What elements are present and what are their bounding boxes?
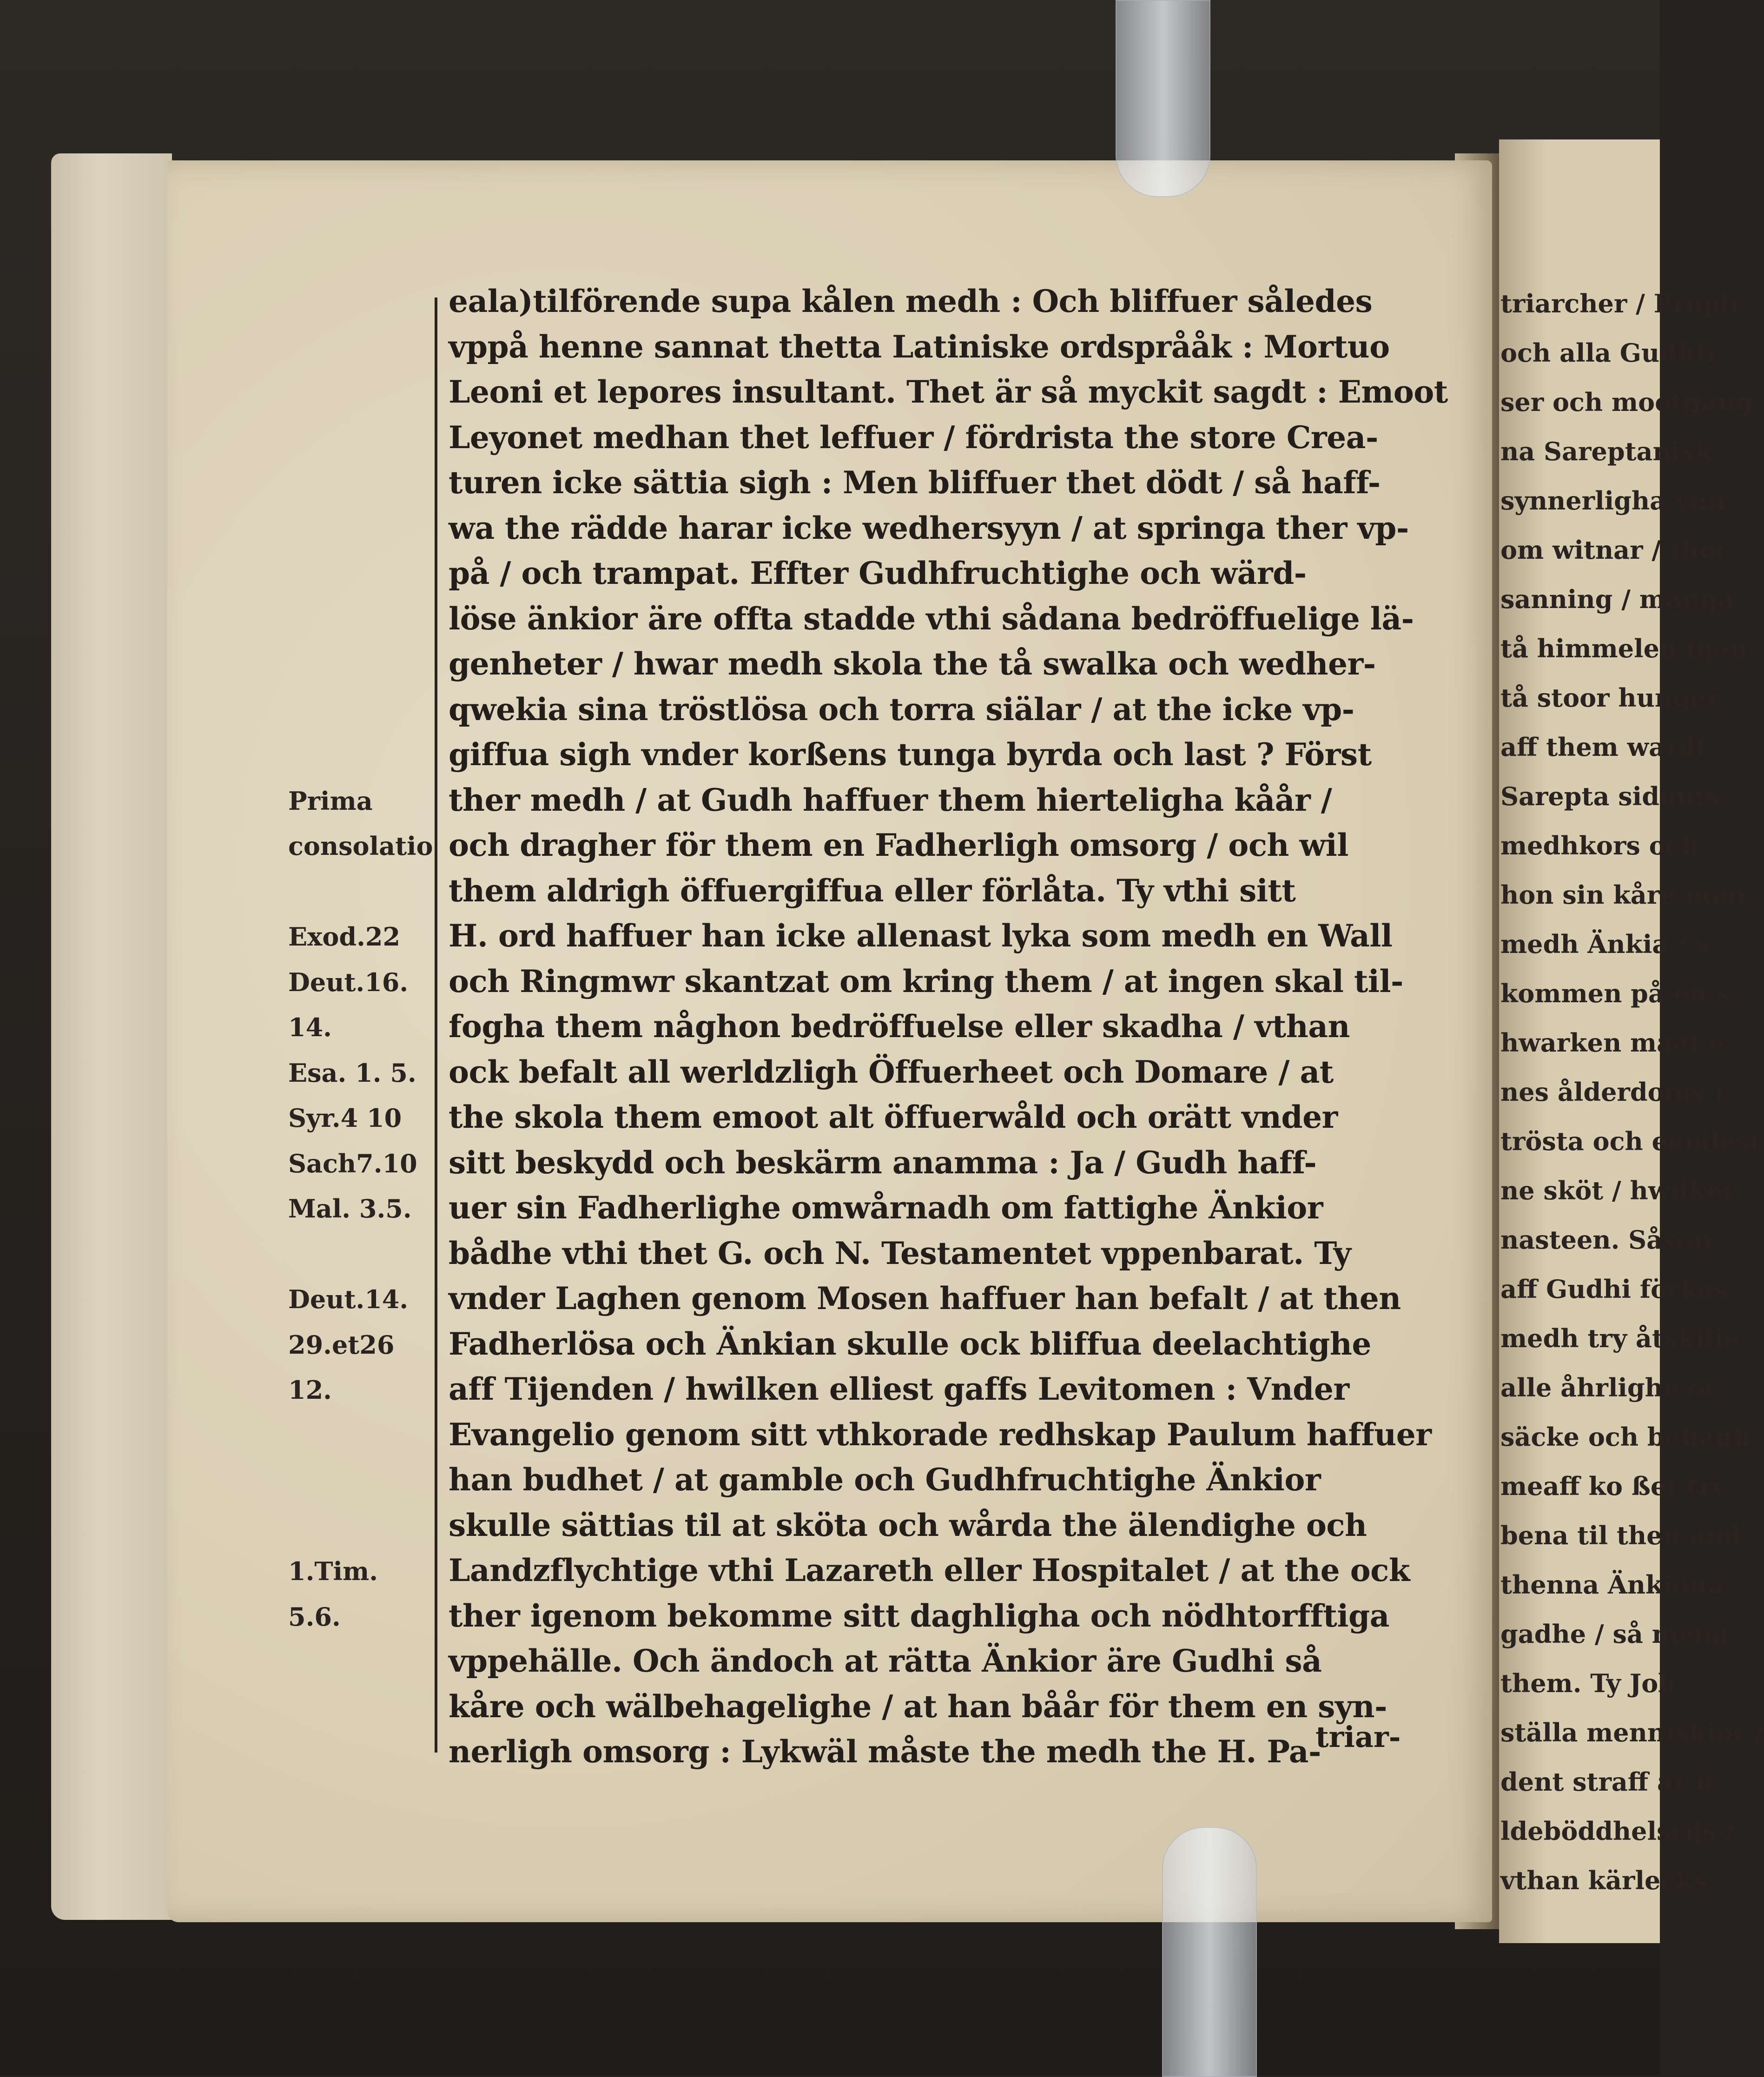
text-line: genheter / hwar medh skola the tå swalka och wedher- — [449, 646, 1376, 682]
facing-page-line: ställa menniskior / — [1500, 1718, 1764, 1747]
margin-note: 14. — [288, 1012, 332, 1042]
facing-page-line: na Sareptanisk — [1500, 437, 1712, 466]
text-line: fogha them någhon bedröffuelse eller skadha / vthan — [449, 1008, 1350, 1045]
text-line: och Ringmwr skantzat om kring them / at ingen skal til- — [449, 963, 1403, 999]
text-line: qwekia sina tröstlösa och torra siälar / at the icke vp- — [449, 691, 1354, 728]
facing-page-line: hon sin kåre man — [1500, 880, 1746, 910]
text-line: han budhet / at gamble och Gudhfruchtighe Änkior — [449, 1462, 1321, 1498]
facing-page-line: säcke och behagh — [1500, 1422, 1751, 1452]
facing-page-line: dent straff är ic — [1500, 1767, 1720, 1797]
text-line: sitt beskydd och beskärm anamma : Ja / Gudh haff- — [449, 1144, 1317, 1181]
text-line: eala)tilförende supa kålen medh : Och bliffuer således — [449, 283, 1373, 319]
margin-note: Deut.16. — [288, 967, 409, 997]
facing-page-line: triarcher / Proph — [1500, 289, 1738, 318]
facing-page-line: nasteen. Såson — [1500, 1225, 1712, 1255]
margin-note: Deut.14. — [288, 1284, 409, 1314]
facing-page-line: och alla Gudhfr — [1500, 338, 1719, 368]
facing-page-line: trösta och eendest — [1500, 1126, 1761, 1156]
text-line: bådhe vthi thet G. och N. Testamentet vppenbarat. Ty — [449, 1235, 1351, 1271]
facing-page-text — [1500, 279, 1764, 1905]
margin-note: Exod.22 — [288, 922, 401, 952]
text-line: Leyonet medhan thet leffuer / fördrista the store Crea- — [449, 419, 1378, 456]
margin-note: 29.et26 — [288, 1330, 395, 1360]
margin-note: 5.6. — [288, 1601, 341, 1632]
text-line: giffua sigh vnder korßens tunga byrda och last ? Först — [449, 736, 1372, 773]
text-line: Evangelio genom sitt vthkorade redhskap Paulum haffuer — [449, 1416, 1432, 1453]
text-line: ther igenom bekomme sitt daghligha och nödhtorfftiga — [449, 1597, 1389, 1634]
facing-page-line: aff Gudhi förkas — [1500, 1274, 1729, 1304]
text-line: Landzflychtige vthi Lazareth eller Hospitalet / at the ock — [449, 1552, 1410, 1588]
facing-page-line: medh try åtskilie — [1500, 1323, 1740, 1353]
text-line: ther medh / at Gudh haffuer them hierteligha kåår / — [449, 781, 1332, 818]
facing-page-line: thenna Änkiona — [1500, 1570, 1724, 1600]
facing-page-line: gadhe / så mena — [1500, 1619, 1729, 1649]
text-line: wa the rädde harar icke wedhersyyn / at springa ther vp- — [449, 509, 1409, 546]
facing-page-line: om witnar / thoc — [1500, 535, 1732, 565]
facing-page-line: tå stoor hunger — [1500, 683, 1720, 713]
page-block-edge — [51, 153, 172, 1920]
facing-page-line: meaff ko ßet try — [1500, 1471, 1726, 1501]
facing-page-line: nes ålderdoms t — [1500, 1077, 1725, 1107]
margin-note: Prima — [288, 786, 373, 816]
margin-note: Sach7.10 — [288, 1148, 417, 1178]
text-line: vppå henne sannat thetta Latiniske ordsprååk : Mortuo — [449, 328, 1390, 365]
facing-page-line: sanning / många — [1500, 584, 1734, 614]
page-holder-clip-top — [1116, 0, 1210, 197]
text-line: på / och trampat. Effter Gudhfruchtighe och wärd- — [449, 555, 1307, 591]
facing-page-line: synnerligha ynn — [1500, 486, 1726, 516]
facing-page-line: alle åhrlighe oc — [1500, 1373, 1720, 1402]
text-line: vnder Laghen genom Mosen haffuer han befalt / at then — [449, 1280, 1401, 1316]
facing-page-line: ne sköt / hwilker — [1500, 1176, 1736, 1205]
text-line: the skola them emoot alt öffuerwåld och orätt vnder — [449, 1099, 1338, 1135]
text-line: aff Tijenden / hwilken elliest gaffs Levitomen : Vnder — [449, 1371, 1349, 1407]
text-line: Leoni et lepores insultant. Thet är så myckit sagdt : Emoot — [449, 374, 1448, 410]
text-line: vppehälle. Och ändoch at rätta Änkior äre Gudhi så — [449, 1643, 1322, 1679]
facing-page-line: hwarken maat e — [1500, 1028, 1726, 1058]
facing-page-line: bena til then and — [1500, 1521, 1742, 1550]
text-line: och dragher för them en Fadherligh omsorg / och wil — [449, 827, 1348, 863]
page-holder-clip-bottom — [1162, 1827, 1257, 2077]
facing-page-line: them. Ty Job — [1500, 1668, 1676, 1698]
facing-page-line: ldeböddhelsrijs / — [1500, 1816, 1735, 1846]
text-line: them aldrigh öffuergiffua eller förlåta. Ty vthi sitt — [449, 872, 1296, 909]
facing-page-line: ser och mootgång — [1500, 387, 1753, 417]
catchword: triar- — [1315, 1720, 1401, 1754]
text-line: skulle sättias til at sköta och wårda the älendighe och — [449, 1507, 1367, 1543]
facing-page-line: Sarepta sidonis. — [1500, 781, 1727, 811]
text-line: kåre och wälbehagelighe / at han båår för them en syn- — [449, 1688, 1387, 1725]
text-line: turen icke sättia sigh : Men bliffuer thet dödt / så haff- — [449, 464, 1381, 501]
body-text — [449, 279, 1448, 1775]
facing-page-line: kommen på en s — [1500, 979, 1731, 1008]
margin-note: Esa. 1. 5. — [288, 1058, 416, 1088]
facing-page-line: medhkors och — [1500, 831, 1699, 860]
facing-page-line: aff them wardt — [1500, 732, 1708, 762]
margin-note: Mal. 3.5. — [288, 1194, 412, 1224]
facing-page-line: medh Änkia / s — [1500, 929, 1710, 959]
facing-page-line: tå himmelen igen — [1500, 634, 1748, 663]
facing-page-line: vthan kärlecks — [1500, 1865, 1708, 1895]
text-line: ock befalt all werldzligh Öffuerheet och Domare / at — [449, 1053, 1334, 1090]
text-line: Fadherlösa och Änkian skulle ock bliffua deelachtighe — [449, 1325, 1371, 1362]
text-line: uer sin Fadherlighe omwårnadh om fattighe Änkior — [449, 1190, 1323, 1226]
margin-note: 1.Tim. — [288, 1556, 378, 1586]
text-line: nerligh omsorg : Lykwäl måste the medh the H. Pa- — [449, 1733, 1321, 1770]
margin-rule — [435, 298, 437, 1753]
margin-note: 12. — [288, 1375, 332, 1405]
text-line: löse änkior äre offta stadde vthi sådana bedröffuelige lä- — [449, 600, 1414, 637]
text-line: H. ord haffuer han icke allenast lyka som medh en Wall — [449, 918, 1393, 954]
margin-note: consolatio — [288, 831, 433, 861]
margin-note: Syr.4 10 — [288, 1103, 402, 1133]
